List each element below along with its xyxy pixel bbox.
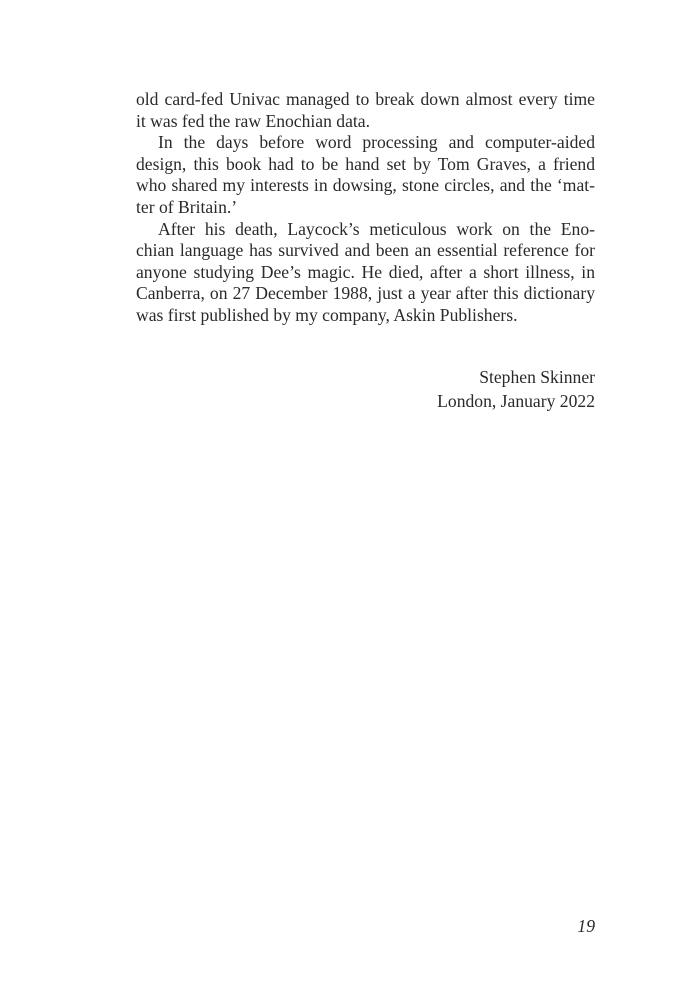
paragraph-2: [136, 132, 595, 218]
text-line: Canberra, on 27 December 1988, just a year after this dictionary: [136, 283, 595, 304]
author-signature: [437, 366, 595, 413]
text-line: it was fed the raw Enochian data.: [136, 110, 371, 131]
text-line: chian language has survived and been an essential reference for: [136, 240, 595, 261]
place-date: London, January 2022: [437, 390, 595, 411]
text-line: ter of Britain.’: [136, 196, 238, 217]
text-line: After his death, Laycock’s meticulous work on the Eno-: [158, 218, 595, 239]
author-name: Stephen Skinner: [479, 367, 595, 387]
text-line: design, this book had to be hand set by Tom Graves, a friend: [136, 153, 595, 174]
text-line: who shared my interests in dowsing, stone circles, and the ‘mat-: [136, 175, 595, 196]
body-text: [136, 89, 595, 327]
text-line: was first published by my company, Askin Publishers.: [136, 304, 518, 325]
page-number: 19: [577, 916, 595, 936]
text-line: In the days before word processing and computer-aided: [158, 132, 595, 153]
paragraph-3: [136, 219, 595, 327]
text-line: anyone studying Dee’s magic. He died, after a short illness, in: [136, 261, 595, 282]
text-line: old card-fed Univac managed to break down almost every time: [136, 89, 595, 109]
paragraph-1: [136, 89, 595, 132]
